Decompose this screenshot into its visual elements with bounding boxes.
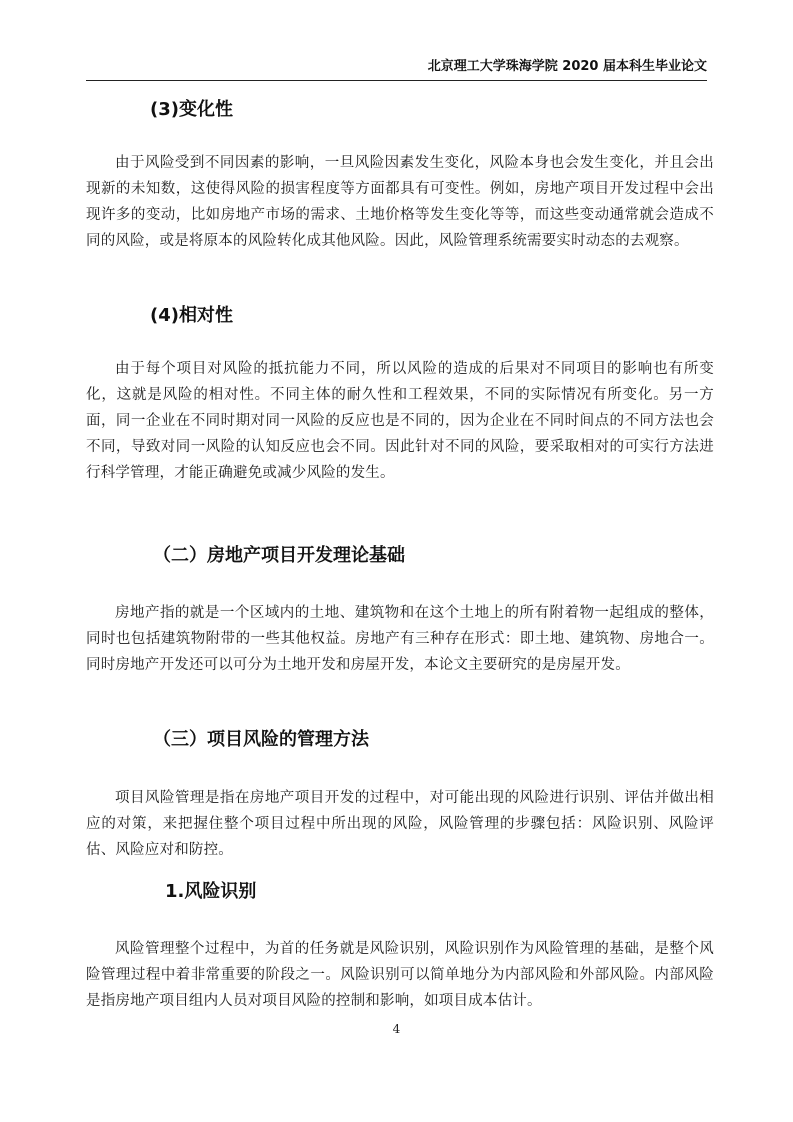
paragraph-real-estate-theory: 房地产指的就是一个区域内的土地、建筑物和在这个土地上的所有附着物一起组成的整体，同时也包括建筑物附带的一些其他权益。房地产有三种存在形式：即土地、建筑物、房地合一。同时房地产开发还可以可分为土地开发和房屋开发，本论文主要研究的是房屋开发。 [86, 605, 714, 673]
running-header [86, 56, 707, 81]
heading-real-estate-theory: （二）房地产项目开发理论基础 [153, 545, 405, 566]
paragraph-risk-identification: 风险管理整个过程中，为首的任务就是风险识别，风险识别作为风险管理的基础，是整个风险管理过程中着非常重要的阶段之一。风险识别可以简单地分为内部风险和外部风险。内部风险是指房地产项目组内人员对项目风险的控制和影响，如项目成本估计。 [86, 941, 714, 1009]
heading-risk-identification: 1.风险识别 [165, 881, 257, 902]
heading-risk-management-methods: （三）项目风险的管理方法 [153, 729, 369, 750]
heading-relativity: (4)相对性 [150, 305, 233, 326]
paragraph-variability: 由于风险受到不同因素的影响，一旦风险因素发生变化，风险本身也会发生变化，并且会出现新的未知数，这使得风险的损害程度等方面都具有可变性。例如，房地产项目开发过程中会出现许多的变动，比如房地产市场的需求、土地价格等发生变化等等，而这些变动通常就会造成不同的风险，或是将原本的风险转化成其他风险。因此，风险管理系统需要实时动态的去观察。 [86, 155, 714, 249]
heading-variability: (3)变化性 [150, 99, 233, 120]
running-header-title: 北京理工大学珠海学院 2020 届本科生毕业论文 [427, 59, 707, 74]
paragraph-risk-management-methods: 项目风险管理是指在房地产项目开发的过程中，对可能出现的风险进行识别、评估并做出相应的对策，来把握住整个项目过程中所出现的风险，风险管理的步骤包括：风险识别、风险评估、风险应对和防控。 [86, 790, 714, 858]
paragraph-relativity: 由于每个项目对风险的抵抗能力不同，所以风险的造成的后果对不同项目的影响也有所变化，这就是风险的相对性。不同主体的耐久性和工程效果，不同的实际情况有所变化。另一方面，同一企业在不同时期对同一风险的反应也是不同的，因为企业在不同时间点的不同方法也会不同，导致对同一风险的认知反应也会不同。因此针对不同的风险，要采取相对的可实行方法进行科学管理，才能正确避免或减少风险的发生。 [86, 361, 714, 481]
page-number: 4 [392, 1022, 401, 1036]
